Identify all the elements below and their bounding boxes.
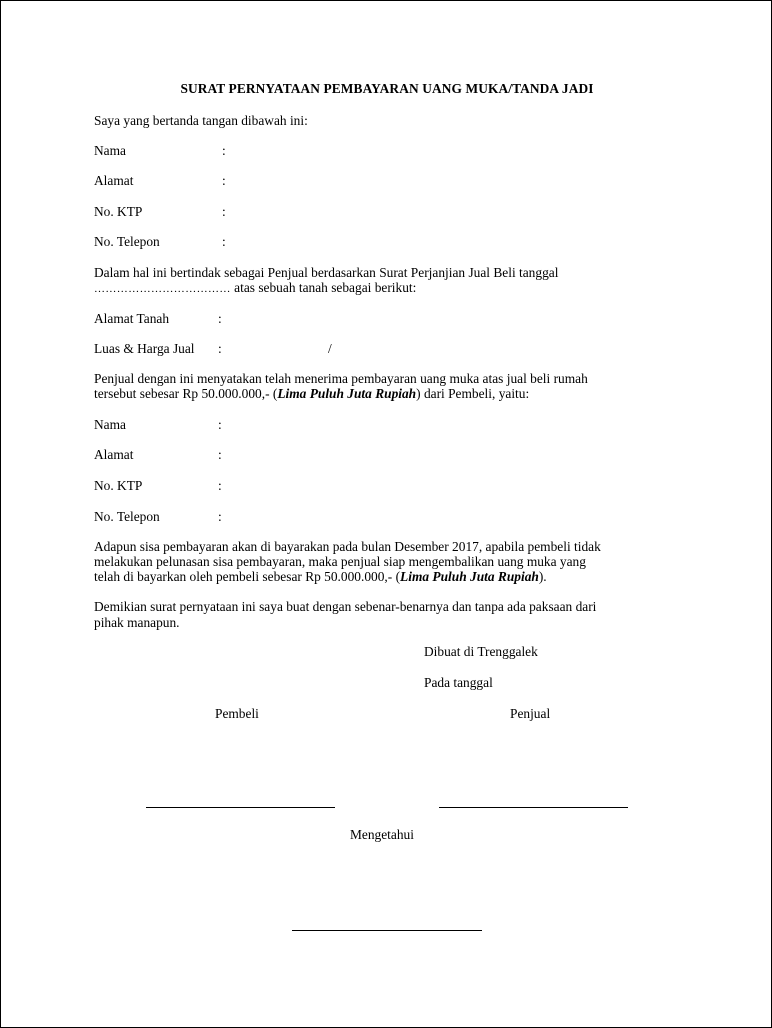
witness-label: Mengetahui	[350, 827, 414, 842]
remaining-line-3-a: telah di bayarkan oleh pembeli sebesar Rp 50.000.000,- (	[94, 569, 401, 584]
role-line-2-text: atas sebuah tanah sebagai berikut:	[230, 280, 417, 295]
role-line-2	[94, 280, 416, 297]
signing-date: Pada tanggal	[424, 675, 493, 690]
document-title: SURAT PERNYATAAN PEMBAYARAN UANG MUKA/TANDA JADI	[180, 81, 594, 96]
remaining-line-2: melakukan pelunasan sisa pembayaran, maka penjual siap mengembalikan uang muka yang	[94, 554, 586, 569]
buyer-name-label: Nama	[94, 417, 126, 432]
seller-signature-line	[439, 807, 628, 808]
seller-ktp-colon: :	[222, 204, 226, 219]
buyer-address-colon: :	[218, 447, 222, 462]
signing-place: Dibuat di Trenggalek	[424, 644, 538, 659]
buyer-phone-colon: :	[218, 509, 222, 524]
payment-line-2-a: tersebut sebesar Rp 50.000.000,- (	[94, 386, 278, 401]
witness-signature-line	[292, 930, 482, 931]
land-size-price-separator: /	[328, 341, 332, 356]
seller-phone-colon: :	[222, 234, 226, 249]
payment-line-2	[94, 386, 529, 402]
remaining-amount-words: Lima Puluh Juta Rupiah	[400, 569, 539, 584]
remaining-line-3-b: ).	[538, 569, 547, 584]
payment-line-2-b: ) dari Pembeli, yaitu:	[416, 386, 530, 401]
buyer-phone-label: No. Telepon	[94, 509, 160, 524]
buyer-ktp-label: No. KTP	[94, 478, 143, 493]
closing-line-2: pihak manapun.	[94, 615, 180, 630]
seller-name-colon: :	[222, 143, 226, 158]
intro-text: Saya yang bertanda tangan dibawah ini:	[94, 113, 308, 128]
buyer-ktp-colon: :	[218, 478, 222, 493]
buyer-signature-line	[146, 807, 335, 808]
remaining-line-3	[94, 569, 547, 585]
land-address-colon: :	[218, 311, 222, 326]
buyer-name-colon: :	[218, 417, 222, 432]
land-size-price-label: Luas & Harga Jual	[94, 341, 195, 356]
remaining-line-1: Adapun sisa pembayaran akan di bayarakan pada bulan Desember 2017, apabila pembeli tidak	[94, 539, 601, 554]
seller-ktp-label: No. KTP	[94, 204, 143, 219]
seller-address-colon: :	[222, 173, 226, 188]
seller-phone-label: No. Telepon	[94, 234, 160, 249]
land-size-price-colon: :	[218, 341, 222, 356]
role-line-1: Dalam hal ini bertindak sebagai Penjual berdasarkan Surat Perjanjian Jual Beli tanggal	[94, 265, 559, 280]
buyer-signature-label: Pembeli	[215, 706, 259, 721]
payment-line-1: Penjual dengan ini menyatakan telah menerima pembayaran uang muka atas jual beli rumah	[94, 371, 588, 386]
seller-name-label: Nama	[94, 143, 126, 158]
buyer-address-label: Alamat	[94, 447, 134, 462]
land-address-label: Alamat Tanah	[94, 311, 170, 326]
closing-line-1: Demikian surat pernyataan ini saya buat dengan sebenar-benarnya dan tanpa ada paksaan dari	[94, 599, 597, 614]
date-placeholder-dots: ………………………………	[94, 283, 231, 295]
seller-signature-label: Penjual	[510, 706, 551, 721]
seller-address-label: Alamat	[94, 173, 134, 188]
payment-amount-words: Lima Puluh Juta Rupiah	[277, 386, 417, 401]
